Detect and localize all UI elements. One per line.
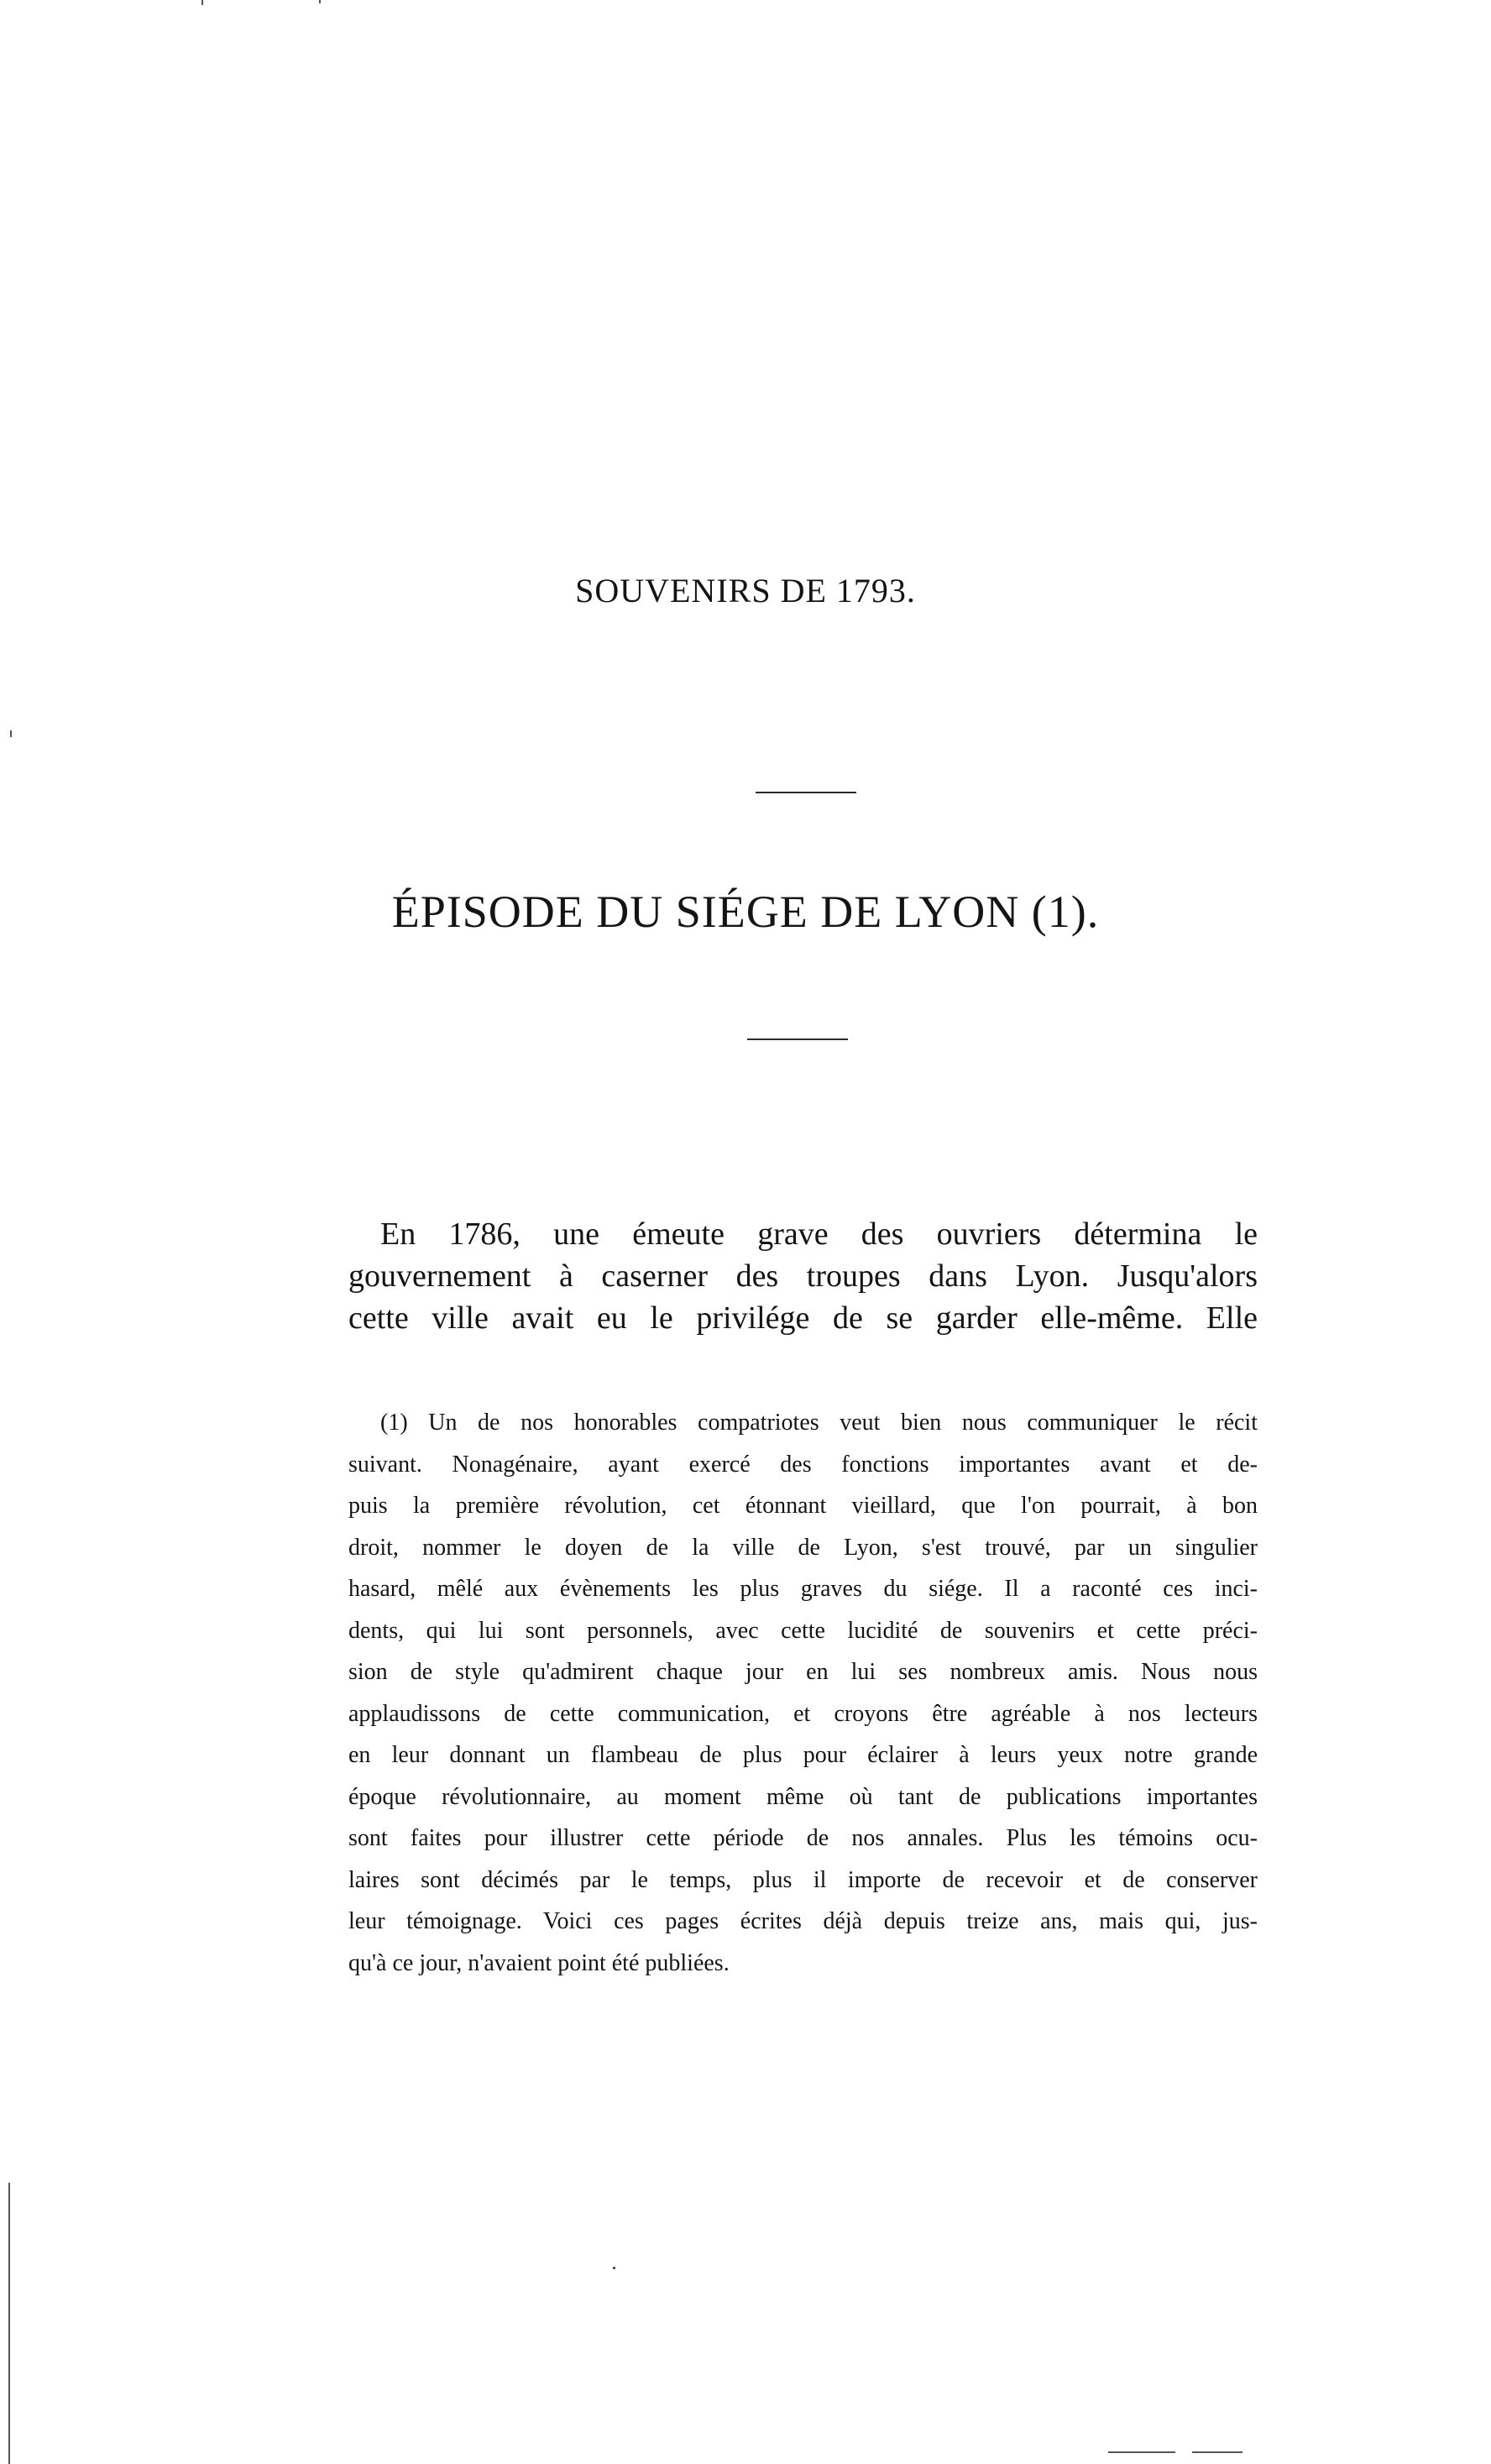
title-rule-top	[756, 792, 856, 793]
footnote-line: leur témoignage. Voici ces pages écrites déjà depuis treize ans, mais qui, jus-	[348, 1908, 1258, 1934]
chapter-title: ÉPISODE DU SIÉGE DE LYON (1).	[391, 887, 1100, 937]
speck	[1192, 2451, 1242, 2453]
footnote-line: hasard, mêlé aux évènements les plus graves du siége. Il a raconté ces inci-	[348, 1576, 1258, 1602]
title-rule-bottom	[747, 1038, 848, 1040]
speck	[201, 0, 203, 5]
footnote-line: époque révolutionnaire, au moment même où tant de publications importantes	[348, 1783, 1258, 1810]
speck	[1108, 2451, 1175, 2453]
body-paragraph	[348, 1213, 1258, 1339]
footnote-line: (1) Un de nos honorables compatriotes veut bien nous communiquer le récit	[380, 1410, 1258, 1436]
footnote-line: puis la première révolution, cet étonnant vieillard, que l'on pourrait, à bon	[348, 1493, 1258, 1519]
footnote-line: sion de style qu'admirent chaque jour en lui ses nombreux amis. Nous nous	[348, 1659, 1258, 1685]
body-line: gouvernement à caserner des troupes dans Lyon. Jusqu'alors	[348, 1258, 1258, 1294]
body-line: En 1786, une émeute grave des ouvriers détermina le	[380, 1216, 1258, 1252]
footnote-line: droit, nommer le doyen de la ville de Lyon, s'est trouvé, par un singulier	[348, 1534, 1258, 1561]
footnote-line: qu'à ce jour, n'avaient point été publiées.	[348, 1949, 730, 1976]
footnote-line: dents, qui lui sont personnels, avec cette lucidité de souvenirs et cette préci-	[348, 1617, 1258, 1644]
footnote-line: laires sont décimés par le temps, plus il importe de recevoir et de conserver	[348, 1866, 1258, 1893]
running-title: SOUVENIRS DE 1793.	[575, 572, 916, 609]
body-line: cette ville avait eu le privilége de se garder elle-même. Elle	[348, 1300, 1258, 1336]
footnote-line: en leur donnant un flambeau de plus pour éclairer à leurs yeux notre grande	[348, 1742, 1258, 1768]
speck	[613, 2267, 615, 2269]
speck	[10, 730, 12, 737]
footnote-line: sont faites pour illustrer cette période de nos annales. Plus les témoins ocu-	[348, 1825, 1258, 1851]
footnote-line: applaudissons de cette communication, et croyons être agréable à nos lecteurs	[348, 1700, 1258, 1727]
footnote-line: suivant. Nonagénaire, ayant exercé des fonctions importantes avant et de-	[348, 1451, 1258, 1478]
footnote	[348, 1402, 1258, 1984]
speck	[319, 0, 321, 3]
speck	[8, 2183, 10, 2464]
